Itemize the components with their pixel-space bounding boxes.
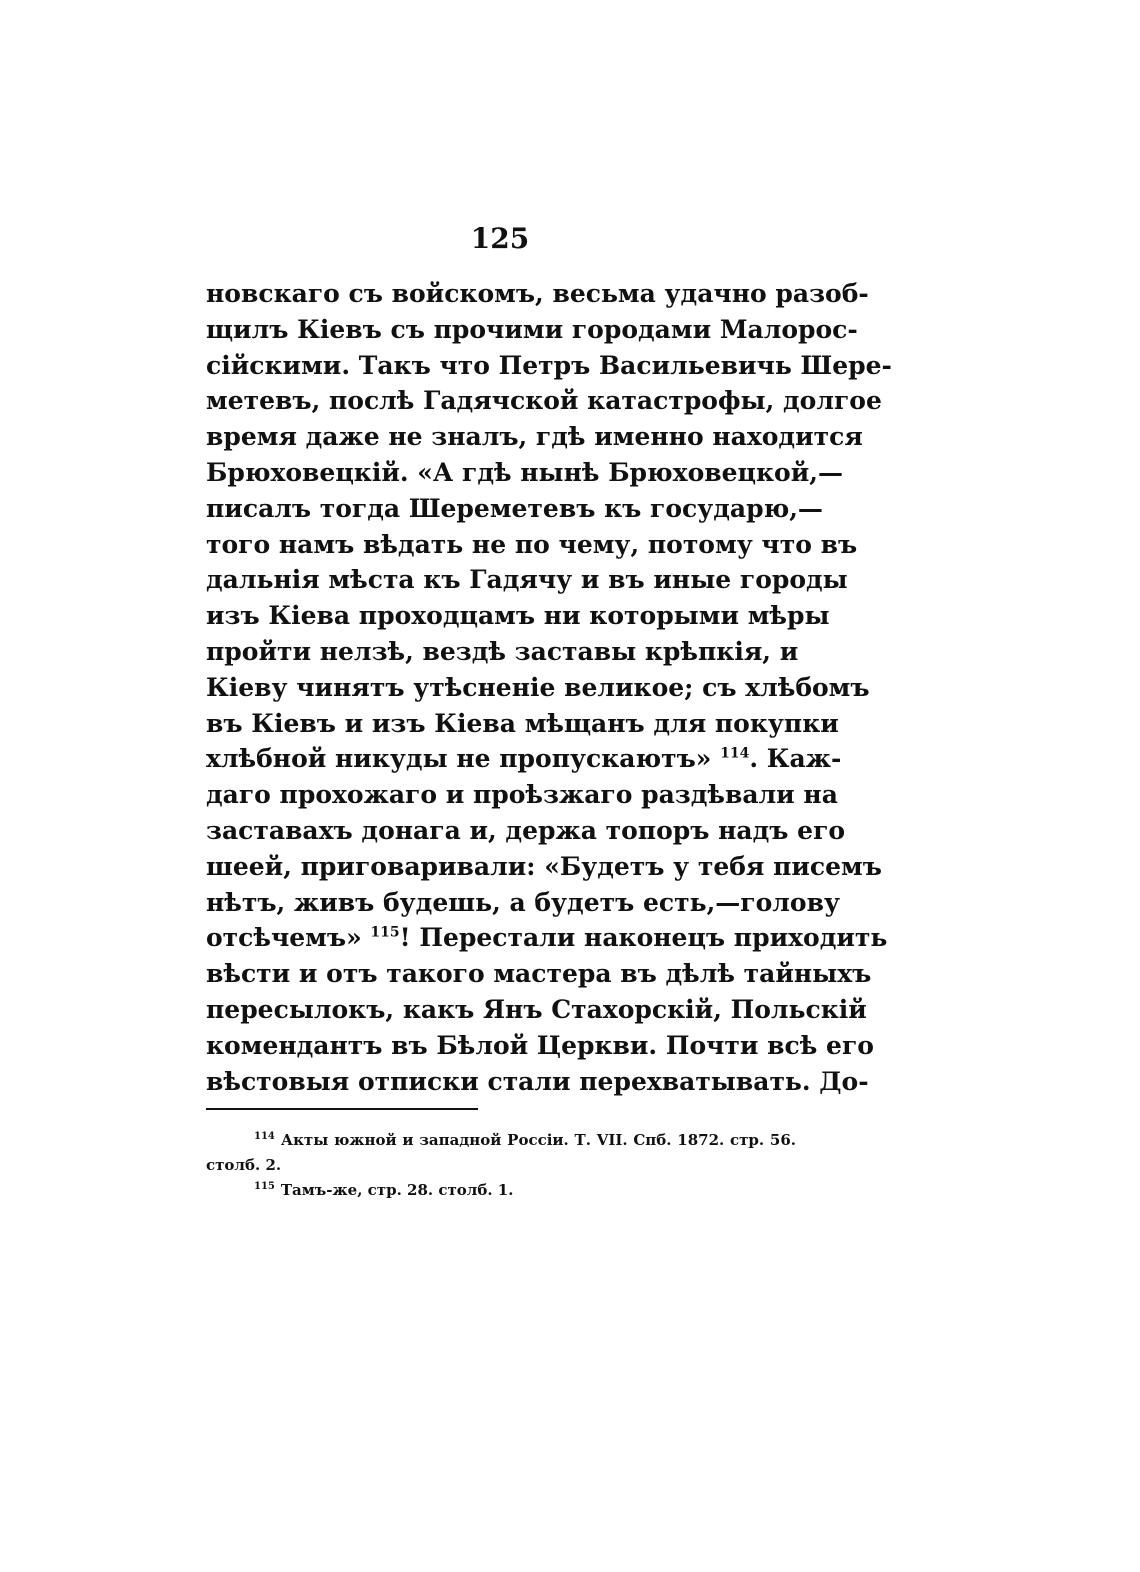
footnote-text: Акты южной и западной Россіи. Т. VII. Спб. 1872. стр. 56. xyxy=(280,1131,796,1149)
text-fragment: ! Перестали наконецъ приходить xyxy=(399,923,888,953)
footnote-ref-115: 115 xyxy=(370,925,400,942)
main-text xyxy=(206,276,892,1099)
footnote-115 xyxy=(206,1178,796,1203)
text-line: комендантъ въ Бѣлой Церкви. Почти всѣ его xyxy=(206,1030,874,1060)
footnote-ref-114: 114 xyxy=(720,746,750,763)
footnote-divider xyxy=(206,1108,478,1110)
text-line: вѣсти и отъ такого мастера въ дѣлѣ тайныхъ xyxy=(206,959,872,989)
footnote-number: 115 xyxy=(254,1181,275,1192)
text-fragment: хлѣбной никуды не пропускаютъ» xyxy=(206,744,712,774)
text-line: сійскими. Такъ что Петръ Васильевичь Шере- xyxy=(206,350,892,380)
text-line: время даже не зналъ, гдѣ именно находится xyxy=(206,422,863,452)
text-line: изъ Кіева проходцамъ ни которыми мѣры xyxy=(206,601,830,631)
text-fragment: . Каж- xyxy=(749,744,842,774)
text-line: Брюховецкій. «А гдѣ нынѣ Брюховецкой,— xyxy=(206,457,843,487)
text-line: въ Кіевъ и изъ Кіева мѣщанъ для покупки xyxy=(206,708,839,738)
footnote-number: 114 xyxy=(254,1131,275,1142)
footnote-114 xyxy=(206,1128,796,1153)
text-line: даго прохожаго и проѣзжаго раздѣвали на xyxy=(206,780,838,810)
text-line: нѣтъ, живъ будешь, а будетъ есть,—голову xyxy=(206,887,840,917)
page-number: 125 xyxy=(470,222,530,255)
text-line: того намъ вѣдать не по чему, потому что въ xyxy=(206,529,858,559)
text-line: пройти нелзѣ, вездѣ заставы крѣпкія, и xyxy=(206,636,799,666)
text-line: метевъ, послѣ Гадячской катастрофы, долгое xyxy=(206,386,882,416)
text-line: заставахъ донага и, держа топоръ надъ его xyxy=(206,815,846,845)
text-line-with-footnote-ref xyxy=(206,741,842,777)
text-line: щилъ Кіевъ съ прочими городами Малорос- xyxy=(206,314,858,344)
text-line: писалъ тогда Шереметевъ къ государю,— xyxy=(206,493,823,523)
text-line: шеей, приговаривали: «Будетъ у тебя писемъ xyxy=(206,851,882,881)
footnotes xyxy=(206,1128,796,1203)
text-line: пересылокъ, какъ Янъ Стахорскій, Польскій xyxy=(206,994,867,1024)
text-fragment: отсѣчемъ» xyxy=(206,923,362,953)
text-line: новскаго съ войскомъ, весьма удачно разоб- xyxy=(206,279,869,308)
text-line: дальнія мѣста къ Гадячу и въ иные городы xyxy=(206,565,848,595)
footnote-114-continuation: столб. 2. xyxy=(206,1156,282,1174)
text-line-with-footnote-ref xyxy=(206,920,888,956)
footnote-text: Тамъ-же, стр. 28. столб. 1. xyxy=(280,1181,514,1199)
text-line: вѣстовыя отписки стали перехватывать. До- xyxy=(206,1066,869,1096)
text-line: Кіеву чинятъ утѣсненіе великое; съ хлѣбомъ xyxy=(206,672,870,702)
